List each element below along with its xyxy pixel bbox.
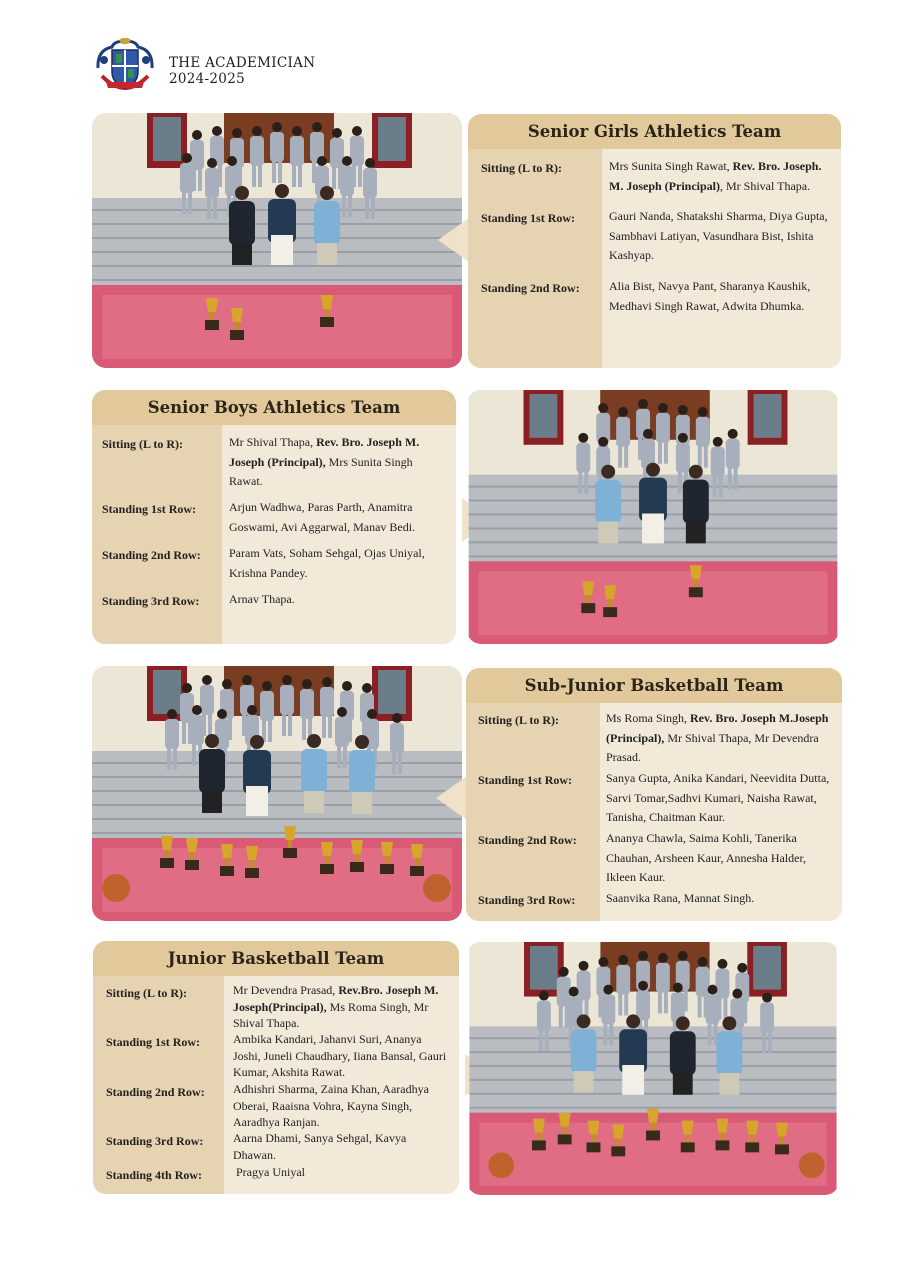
value-text: Gauri Nanda, Shatakshi Sharma, Diya Gupta, Sambhavi Latiyan, Vasundhara Bist, Ishita Kashyap. bbox=[609, 209, 828, 262]
value-text: Ms Roma Singh, bbox=[606, 711, 691, 725]
team-photo-senior-girls-athletics bbox=[92, 113, 462, 368]
publication-title: THE ACADEMICIAN bbox=[169, 55, 316, 71]
row-value bbox=[609, 277, 831, 316]
label-column bbox=[92, 425, 222, 644]
row-value bbox=[233, 1081, 449, 1131]
row-label: Sitting (L to R): bbox=[106, 986, 187, 1000]
row-label: Standing 2nd Row: bbox=[102, 548, 201, 562]
value-highlight: Rev. Bro. Joseph M.Joseph (Principal), bbox=[606, 711, 829, 745]
row-value bbox=[609, 157, 831, 196]
row-value bbox=[229, 498, 443, 537]
value-text: , Mr Shival Thapa. bbox=[720, 178, 811, 193]
row-value bbox=[233, 982, 449, 1032]
row-label: Sitting (L to R): bbox=[102, 437, 183, 451]
value-text: Mrs Sunita Singh Rawat. bbox=[229, 454, 413, 488]
row-value bbox=[609, 207, 831, 266]
roster-panel-sub-junior-basketball bbox=[466, 668, 842, 921]
value-text: Aarna Dhami, Sanya Sehgal, Kavya Dhawan. bbox=[233, 1131, 407, 1162]
row-label: Standing 4th Row: bbox=[106, 1168, 203, 1182]
value-text: Saanvika Rana, Mannat Singh. bbox=[606, 891, 755, 905]
row-label: Sitting (L to R): bbox=[481, 161, 562, 175]
publication-year: 2024-2025 bbox=[169, 71, 245, 87]
value-text: Mr Shival Thapa, bbox=[229, 435, 317, 449]
roster-panel-senior-girls-athletics bbox=[468, 114, 841, 368]
value-text: Sanya Gupta, Anika Kandari, Neevidita Dutta, Sarvi Tomar,Sadhvi Kumari, Naisha Rawat, Tanisha, Chaitman Kaur. bbox=[606, 771, 830, 824]
row-label: Standing 1st Row: bbox=[106, 1035, 201, 1049]
row-value bbox=[233, 1031, 449, 1081]
panel-title: Junior Basketball Team bbox=[93, 941, 459, 976]
row-label: Sitting (L to R): bbox=[478, 713, 559, 727]
row-label: Standing 1st Row: bbox=[478, 773, 573, 787]
roster-panel-senior-boys-athletics bbox=[92, 390, 456, 644]
row-value bbox=[606, 769, 834, 828]
label-column bbox=[466, 703, 600, 921]
value-text: Ananya Chawla, Saima Kohli, Tanerika Chauhan, Arsheen Kaur, Annesha Halder, Ikleen Kaur. bbox=[606, 831, 806, 884]
row-value bbox=[606, 829, 834, 888]
value-text: Param Vats, Soham Sehgal, Ojas Uniyal, Krishna Pandey. bbox=[229, 546, 425, 580]
value-highlight: Rev. Bro. Joseph. M. Joseph (Principal) bbox=[609, 159, 822, 193]
row-value bbox=[606, 709, 834, 768]
panel-title: Sub-Junior Basketball Team bbox=[466, 668, 842, 703]
value-text: Mr Devendra Prasad, bbox=[233, 983, 339, 997]
row-value bbox=[236, 1164, 449, 1181]
value-text: Pragya Uniyal bbox=[236, 1165, 305, 1179]
label-column bbox=[468, 149, 602, 368]
panel-title: Senior Girls Athletics Team bbox=[468, 114, 841, 149]
roster-panel-junior-basketball bbox=[93, 941, 459, 1194]
team-photo-sub-junior-basketball bbox=[92, 666, 462, 921]
value-highlight: Rev. Bro. Joseph M. Joseph (Principal), bbox=[229, 435, 420, 469]
publication-info bbox=[169, 55, 315, 87]
row-value bbox=[229, 544, 443, 583]
row-value bbox=[229, 433, 443, 492]
value-text: Ms Roma Singh, Mr Shival Thapa. bbox=[233, 999, 429, 1030]
row-value bbox=[606, 889, 834, 909]
row-label: Standing 3rd Row: bbox=[478, 893, 576, 907]
row-label: Standing 3rd Row: bbox=[102, 594, 200, 608]
value-text: Alia Bist, Navya Pant, Sharanya Kaushik, Medhavi Singh Rawat, Adwita Dhumka. bbox=[609, 279, 811, 313]
row-label: Standing 2nd Row: bbox=[481, 281, 580, 295]
row-label: Standing 3rd Row: bbox=[106, 1134, 204, 1148]
value-text: Arjun Wadhwa, Paras Parth, Anamitra Goswami, Avi Aggarwal, Manav Bedi. bbox=[229, 500, 416, 534]
panel-title: Senior Boys Athletics Team bbox=[92, 390, 456, 425]
value-text: Mrs Sunita Singh Rawat, bbox=[609, 159, 733, 173]
value-text: Arnav Thapa. bbox=[229, 592, 295, 606]
row-value bbox=[233, 1130, 449, 1163]
row-label: Standing 1st Row: bbox=[102, 502, 197, 516]
row-label: Standing 1st Row: bbox=[481, 211, 576, 225]
value-text: Ambika Kandari, Jahanvi Suri, Ananya Joshi, Juneli Chaudhary, Iiana Bansal, Gauri Kumar, Akshita Rawat. bbox=[233, 1032, 447, 1079]
value-text: Adhishri Sharma, Zaina Khan, Aaradhya Oberai, Raaisna Vohra, Kayna Singh, Aaradhya Ranjan. bbox=[233, 1082, 429, 1129]
team-photo-junior-basketball bbox=[467, 942, 839, 1195]
pointer-arrow bbox=[436, 776, 467, 820]
row-label: Standing 2nd Row: bbox=[106, 1085, 205, 1099]
value-highlight: Rev.Bro. Joseph M. Joseph(Principal), bbox=[233, 983, 439, 1014]
row-value bbox=[229, 590, 443, 610]
row-label: Standing 2nd Row: bbox=[478, 833, 577, 847]
team-photo-senior-boys-athletics bbox=[467, 390, 839, 644]
value-text: Mr Shival Thapa, Mr Devendra Prasad. bbox=[606, 730, 819, 764]
school-crest-icon bbox=[92, 38, 158, 96]
pointer-arrow bbox=[438, 218, 469, 262]
